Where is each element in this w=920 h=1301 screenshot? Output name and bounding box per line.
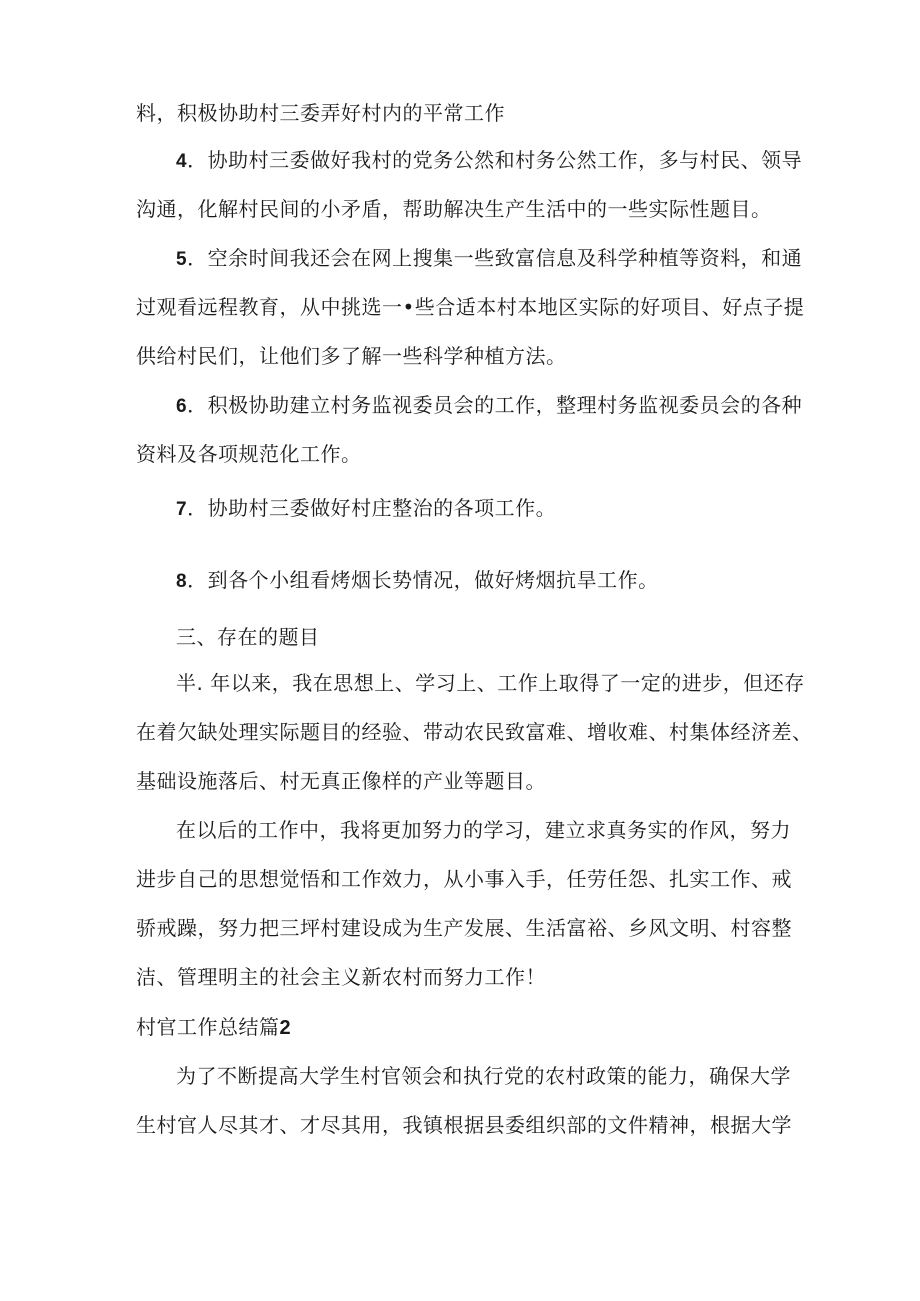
item-number: 6 <box>176 396 188 417</box>
paragraph-line <box>136 720 813 744</box>
paragraph-line <box>136 295 804 319</box>
item-separator: ． <box>187 496 208 520</box>
paragraph-line <box>136 442 362 466</box>
paragraph-line <box>136 867 792 891</box>
heading-number: 2 <box>279 1017 292 1039</box>
article-heading <box>136 1015 291 1040</box>
line-text: 在着欠缺处理实际题目的经验、带动农民致富难、增收难、村集体经济差、 <box>136 720 813 744</box>
line-text: 骄戒躁，努力把三坪村建设成为生产发展、生活富裕、乡风文明、村容整 <box>136 916 792 940</box>
line-text: 沟通，化解村民间的小矛盾，帮助解决生产生活中的一些实际性题目。 <box>136 197 772 221</box>
line-text: 协助村三委做好村庄整治的各项工作。 <box>207 496 557 520</box>
item-separator: ． <box>187 568 208 592</box>
item-separator: ． <box>187 148 208 172</box>
paragraph-line <box>136 1113 792 1137</box>
paragraph-line <box>136 965 546 989</box>
section-heading <box>176 625 320 649</box>
list-item-6 <box>176 393 802 419</box>
line-text: 洁、管理明主的社会主义新农村而努力工作！ <box>136 965 546 989</box>
line-text: 协助村三委做好我村的党务公然和村务公然工作，多与村民、领导 <box>207 148 803 172</box>
line-text: 三、存在的题目 <box>176 625 320 649</box>
line-text: 空余时间我还会在网上搜集一些致富信息及科学种植等资料，和通 <box>207 246 803 270</box>
item-separator: ． <box>187 393 208 417</box>
line-text: 在以后的工作中，我将更加努力的学习，建立求真务实的作风，努力 <box>176 818 791 842</box>
item-number: 8 <box>176 571 188 592</box>
list-item-4 <box>176 148 802 174</box>
item-separator: ． <box>187 246 208 270</box>
line-text: 为了不断提高大学生村官领会和执行党的农村政策的能力，确保大学 <box>176 1064 791 1088</box>
paragraph-line <box>136 344 567 368</box>
line-text: 到各个小组看烤烟长势情况，做好烤烟抗旱工作。 <box>207 568 659 592</box>
line-text: 基础设施落后、村无真正像样的产业等题目。 <box>136 769 546 793</box>
line-text: 半. 年以来，我在思想上、学习上、工作上取得了一定的进步，但还存 <box>176 671 805 695</box>
line-text: 进步自己的思想觉悟和工作效力，从小事入手，任劳任怨、扎实工作、戒 <box>136 867 792 891</box>
line-text: 生村官人尽其才、才尽其用，我镇根据县委组织部的文件精神，根据大学 <box>136 1113 792 1137</box>
line-text: 过观看远程教育，从中挑选一•些合适本村本地区实际的好项目、好点子提 <box>136 295 805 319</box>
paragraph-line <box>176 671 805 695</box>
line-text: 积极协助建立村务监视委员会的工作，整理村务监视委员会的各种 <box>207 393 803 417</box>
list-item-5 <box>176 246 802 272</box>
item-number: 5 <box>176 249 188 270</box>
line-text: 资料及各项规范化工作。 <box>136 442 362 466</box>
paragraph-line <box>136 197 772 221</box>
paragraph-line <box>136 916 792 940</box>
line-text: 供给村民们，让他们多了解一些科学种植方法。 <box>136 344 567 368</box>
line-text: 料，积极协助村三委弄好村内的平常工作 <box>136 101 505 125</box>
item-number: 7 <box>176 499 188 520</box>
list-item-7 <box>176 496 556 522</box>
paragraph-line <box>176 1064 791 1088</box>
paragraph-line <box>136 101 516 125</box>
paragraph-line <box>136 769 546 793</box>
line-text: 村官工作总结篇 <box>136 1015 280 1039</box>
item-number: 4 <box>176 151 188 172</box>
list-item-8 <box>176 568 659 594</box>
paragraph-line <box>176 818 791 842</box>
